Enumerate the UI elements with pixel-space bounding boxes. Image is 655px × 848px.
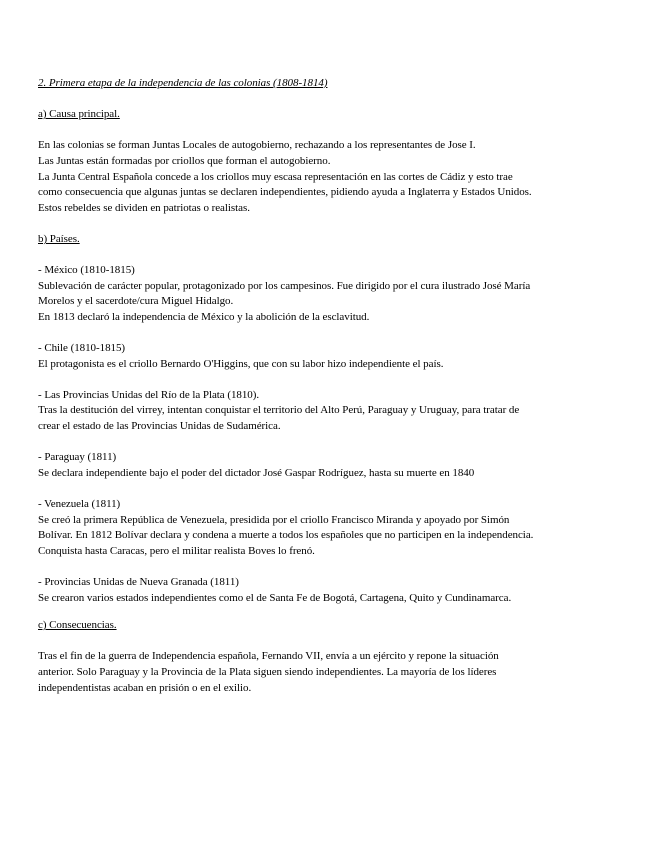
country-line: Se crearon varios estados independientes como el de Santa Fe de Bogotá, Cartagena, Quito y Cundinamarca. bbox=[38, 591, 512, 604]
section-a-heading: a) Causa principal. bbox=[38, 108, 120, 121]
section-b-heading: b) Países. bbox=[38, 232, 80, 245]
country-heading-mexico: - México (1810-1815) bbox=[38, 264, 135, 277]
section-a-line: La Junta Central Española concede a los criollos muy escasa representación en las cortes de Cádiz y esto trae bbox=[38, 170, 513, 183]
spacer bbox=[38, 123, 628, 139]
country-line: Sublevación de carácter popular, protagonizado por los campesinos. Fue dirigido por el cura ilustrado José María bbox=[38, 279, 531, 292]
country-heading-nueva-granada: - Provincias Unidas de Nueva Granada (1811) bbox=[38, 576, 239, 588]
spacer bbox=[38, 248, 628, 264]
spacer bbox=[38, 559, 628, 575]
country-heading-chile: - Chile (1810-1815) bbox=[38, 342, 126, 355]
country-line: Conquista hasta Caracas, pero el militar realista Boves lo frenó. bbox=[38, 544, 315, 557]
section-c-heading: c) Consecuencias. bbox=[38, 619, 117, 632]
spacer bbox=[38, 481, 628, 497]
spacer bbox=[38, 435, 628, 451]
country-line: Tras la destitución del virrey, intentan conquistar el territorio del Alto Perú, Paraguay y Uruguay, para tratar de bbox=[38, 404, 520, 417]
spacer bbox=[38, 216, 628, 232]
country-heading-paraguay: - Paraguay (1811) bbox=[38, 451, 117, 464]
section-a-line: En las colonias se forman Juntas Locales de autogobierno, rechazando a los representantes de Jose I. bbox=[38, 139, 476, 152]
country-line: El protagonista es el criollo Bernardo O'Higgins, que con su labor hizo independiente el país. bbox=[38, 357, 444, 370]
country-line: Se creó la primera República de Venezuela, presidida por el criollo Francisco Miranda y apoyado por Simón bbox=[38, 513, 510, 526]
country-line: Morelos y el sacerdote/cura Miguel Hidalgo. bbox=[38, 295, 234, 308]
section-a-line: como consecuencia que algunas juntas se declaren independientes, pidiendo ayuda a Inglaterra y Estados Unidos. bbox=[38, 186, 532, 199]
section-a-line: Estos rebeldes se dividen en patriotas o realistas. bbox=[38, 201, 250, 214]
spacer bbox=[38, 326, 628, 342]
spacer bbox=[38, 372, 628, 388]
section-c-line: Tras el fin de la guerra de Independencia española, Fernando VII, envía a un ejército y repone la situación bbox=[38, 650, 499, 663]
section-a-line: Las Juntas están formadas por criollos que forman el autogobierno. bbox=[38, 154, 331, 167]
spacer bbox=[38, 634, 628, 650]
country-heading-rio-de-la-plata: - Las Provincias Unidas del Río de la Plata (1810). bbox=[38, 388, 260, 401]
country-line: Se declara independiente bajo el poder del dictador José Gaspar Rodríguez, hasta su muerte en 1840 bbox=[38, 466, 475, 479]
document-title: 2. Primera etapa de la independencia de las colonias (1808-1814) bbox=[38, 77, 328, 89]
spacer bbox=[38, 606, 628, 618]
country-line: crear el estado de las Provincias Unidas de Sudamérica. bbox=[38, 420, 281, 433]
country-heading-venezuela: - Venezuela (1811) bbox=[38, 498, 121, 511]
spacer bbox=[38, 92, 628, 108]
document-page bbox=[38, 76, 628, 696]
country-line: En 1813 declaró la independencia de México y la abolición de la esclavitud. bbox=[38, 310, 370, 323]
section-c-line: independentistas acaban en prisión o en el exilio. bbox=[38, 681, 252, 694]
section-c-line: anterior. Solo Paraguay y la Provincia de la Plata siguen siendo independientes. La mayoría de los líderes bbox=[38, 665, 497, 678]
country-line: Bolívar. En 1812 Bolívar declara y condena a muerte a todos los españoles que no participen en la independencia. bbox=[38, 529, 534, 542]
